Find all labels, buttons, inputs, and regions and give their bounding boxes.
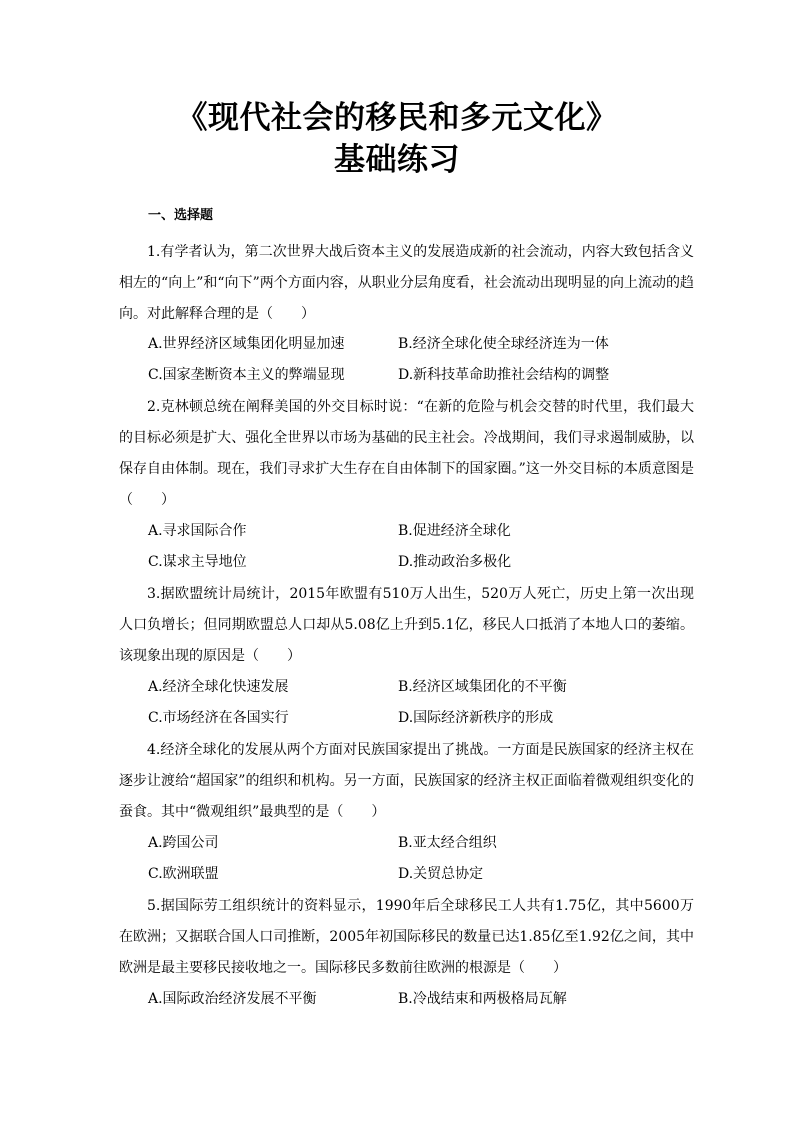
question-1-option-d[interactable]: D.新科技革命助推社会结构的调整 [398,367,610,383]
question-3-option-c[interactable]: C.市场经济在各国实行 [148,710,289,726]
question-1-option-c[interactable]: C.国家垄断资本主义的弊端显现 [148,367,345,383]
question-3-text: 3.据欧盟统计局统计，2015年欧盟有510万人出生，520万人死亡，历史上第一次出现人口负增长；但同期欧盟总人口却从5.08亿上升到5.1亿，移民人口抵消了本地人口的萎缩。该现象出现的原因是（ ） [119,586,694,664]
question-3-option-d[interactable]: D.国际经济新秩序的形成 [398,710,554,726]
question-2-text: 2.克林顿总统在阐释美国的外交目标时说：“在新的危险与机会交替的时代里，我们最大的目标必须是扩大、强化全世界以市场为基础的民主社会。冷战期间，我们寻求遏制威胁，以保存自由体制。现在，我们寻求扩大生存在自由体制下的国家圈。”这一外交目标的本质意图是（ ） [119,399,694,508]
question-3-option-a[interactable]: A.经济全球化快速发展 [148,679,289,695]
question-5-option-a[interactable]: A.国际政治经济发展不平衡 [148,991,317,1007]
question-2-option-b[interactable]: B.促进经济全球化 [398,523,511,539]
question-2-option-c[interactable]: C.谋求主导地位 [148,554,247,570]
question-5-option-b[interactable]: B.冷战结束和两极格局瓦解 [398,991,567,1007]
question-4-option-d[interactable]: D.关贸总协定 [398,866,484,882]
question-1-option-b[interactable]: B.经济全球化使全球经济连为一体 [398,336,609,352]
section-heading: 一、选择题 [148,208,214,223]
question-4-option-a[interactable]: A.跨国公司 [148,835,219,851]
question-4-option-b[interactable]: B.亚太经合组织 [398,835,497,851]
page-title: 《现代社会的移民和多元文化》 [176,100,618,136]
question-4-option-c[interactable]: C.欧洲联盟 [148,866,219,882]
question-4-text: 4.经济全球化的发展从两个方面对民族国家提出了挑战。一方面是民族国家的经济主权在逐步让渡给“超国家”的组织和机构。另一方面，民族国家的经济主权正面临着微观组织变化的蚕食。其中“微观组织”最典型的是（ ） [119,742,694,820]
question-2-option-a[interactable]: A.寻求国际合作 [148,523,247,539]
question-2-option-d[interactable]: D.推动政治多极化 [398,554,512,570]
question-1-text: 1.有学者认为，第二次世界大战后资本主义的发展造成新的社会流动，内容大致包括含义相左的“向上”和“向下”两个方面内容，从职业分层角度看，社会流动出现明显的向上流动的趋向。对此解释合理的是（ ） [119,244,694,322]
question-5-text: 5.据国际劳工组织统计的资料显示，1990年后全球移民工人共有1.75亿，其中5600万在欧洲；又据联合国人口司推断，2005年初国际移民的数量已达1.85亿至1.92亿之间，其中欧洲是最主要移民接收地之一。国际移民多数前往欧洲的根源是（ ） [119,898,694,976]
question-3-option-b[interactable]: B.经济区域集团化的不平衡 [398,679,567,695]
page-subtitle: 基础练习 [334,142,460,178]
question-1-option-a[interactable]: A.世界经济区域集团化明显加速 [148,336,345,352]
